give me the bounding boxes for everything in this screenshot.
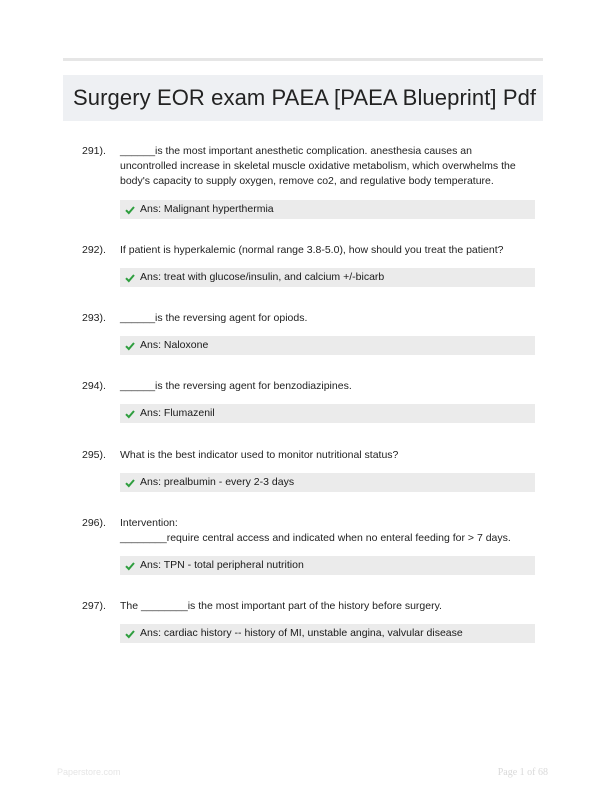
answer-text: Ans: Flumazenil <box>140 407 215 419</box>
question-text: ______is the most important anesthetic complication. anesthesia causes an uncontrolled increase in skeletal muscle oxidative metabolism, which overwhelms the body's capacity to supply oxygen, remove co2, and regulative body temperature. <box>120 145 516 187</box>
title-banner <box>63 75 543 121</box>
check-icon <box>125 478 135 488</box>
question-row <box>82 379 542 394</box>
question-row <box>82 448 542 463</box>
question-row <box>82 599 542 614</box>
question-number: 293). <box>82 312 106 324</box>
top-divider <box>63 58 543 61</box>
answer-text: Ans: TPN - total peripheral nutrition <box>140 559 304 571</box>
answer-box <box>120 336 535 355</box>
question-text: ______is the reversing agent for benzodiazipines. <box>120 380 352 392</box>
answer-text: Ans: Malignant hyperthermia <box>140 203 274 215</box>
question-text: The ________is the most important part of the history before surgery. <box>120 600 442 612</box>
qa-item <box>82 448 542 492</box>
answer-box <box>120 268 535 287</box>
question-text: Intervention: ________require central access and indicated when no enteral feeding for > 7 days. <box>120 517 511 544</box>
question-row <box>82 243 542 258</box>
qa-item <box>82 516 542 575</box>
answer-box <box>120 404 535 423</box>
question-number: 297). <box>82 600 106 612</box>
answer-box <box>120 556 535 575</box>
question-number: 294). <box>82 380 106 392</box>
question-number: 291). <box>82 145 106 157</box>
answer-box <box>120 624 535 643</box>
page-number: Page 1 of 68 <box>497 767 548 778</box>
question-row <box>82 516 542 546</box>
answer-text: Ans: prealbumin - every 2-3 days <box>140 476 295 488</box>
answer-box <box>120 200 535 219</box>
qa-item <box>82 243 542 287</box>
question-number: 292). <box>82 244 106 256</box>
footer-watermark: Paperstore.com <box>57 767 121 777</box>
check-icon <box>125 341 135 351</box>
question-row <box>82 311 542 326</box>
answer-box <box>120 473 535 492</box>
document-title: Surgery EOR exam PAEA [PAEA Blueprint] Pdf <box>73 85 537 110</box>
answer-text: Ans: treat with glucose/insulin, and calcium +/-bicarb <box>140 271 385 283</box>
check-icon <box>125 273 135 283</box>
question-number: 295). <box>82 449 106 461</box>
check-icon <box>125 561 135 571</box>
question-text: ______is the reversing agent for opiods. <box>120 312 308 324</box>
check-icon <box>125 409 135 419</box>
check-icon <box>125 629 135 639</box>
answer-text: Ans: Naloxone <box>140 339 209 351</box>
qa-item <box>82 144 542 219</box>
qa-item <box>82 311 542 355</box>
answer-text: Ans: cardiac history -- history of MI, unstable angina, valvular disease <box>140 627 463 639</box>
qa-item <box>82 599 542 643</box>
question-number: 296). <box>82 517 106 529</box>
check-icon <box>125 205 135 215</box>
question-row <box>82 144 542 189</box>
question-text: What is the best indicator used to monitor nutritional status? <box>120 449 399 461</box>
qa-item <box>82 379 542 423</box>
question-text: If patient is hyperkalemic (normal range 3.8-5.0), how should you treat the patient? <box>120 244 504 256</box>
